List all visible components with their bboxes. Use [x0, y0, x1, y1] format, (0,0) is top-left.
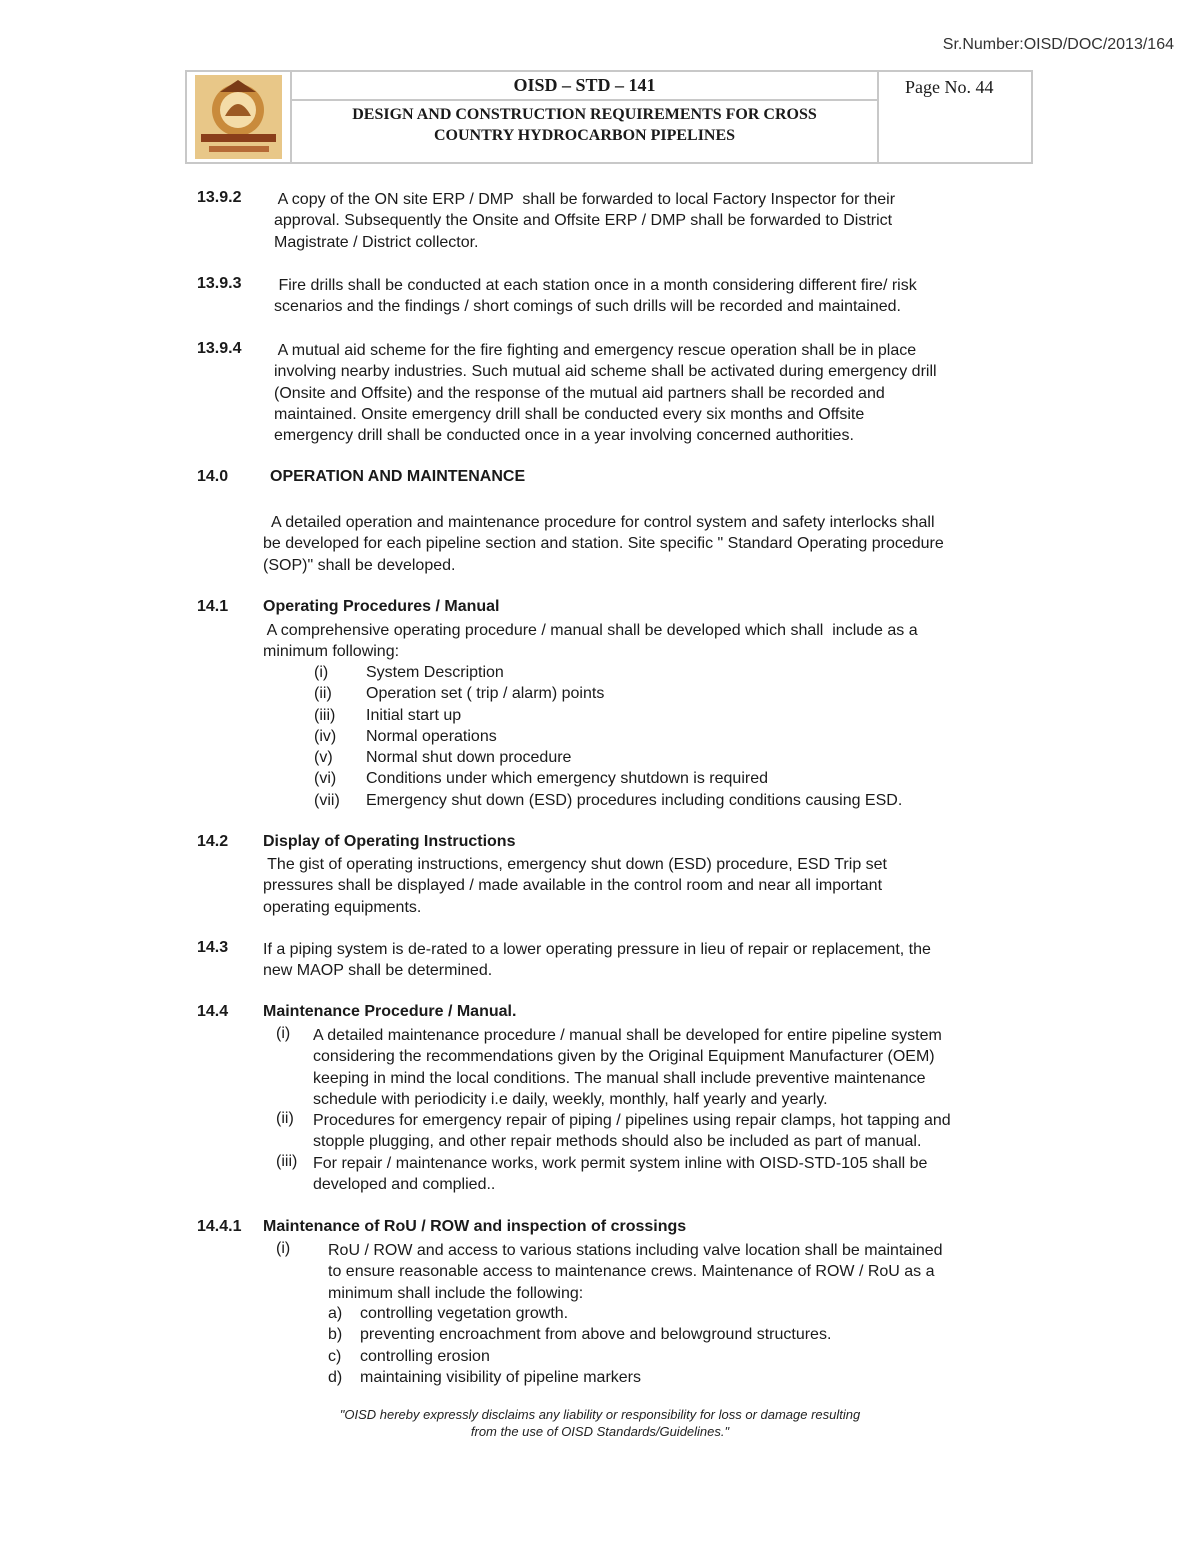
rou-row-sublist [328, 1303, 1054, 1388]
text-line: (SOP)" shall be developed. [263, 556, 456, 574]
text-line: be developed for each pipeline section and station. Site specific " Standard Operating procedure [263, 535, 944, 553]
section-heading: Maintenance Procedure / Manual. [263, 1003, 517, 1020]
list-item: (i) System Description [314, 664, 504, 681]
text-line: approval. Subsequently the Onsite and Offsite ERP / DMP shall be forwarded to District [274, 212, 893, 230]
text-line: For repair / maintenance works, work permit system inline with OISD-STD-105 shall be [313, 1155, 928, 1172]
section-14-2-text [263, 854, 1054, 918]
list-item: (ii) Operation set ( trip / alarm) points [314, 685, 605, 703]
clause-number: 13.9.4 [197, 340, 242, 357]
page-number: Page No. 44 [905, 77, 994, 97]
rou-row-text [328, 1240, 1054, 1304]
section-heading: Maintenance of RoU / ROW and inspection of crossings [263, 1218, 687, 1235]
text-line: keeping in mind the local conditions. The manual shall include preventive maintenance [313, 1069, 926, 1087]
list-item: (v) Normal shut down procedure [314, 749, 572, 767]
maintenance-item-text [313, 1025, 1054, 1110]
text-line: considering the recommendations given by the Original Equipment Manufacturer (OEM) [313, 1048, 935, 1066]
list-item: c) controlling erosion [328, 1347, 490, 1365]
text-line: involving nearby industries. Such mutual aid scheme shall be activated during emergency drill [274, 363, 937, 381]
text-line: Fire drills shall be conducted at each station once in a month considering different fire/ risk [274, 277, 917, 294]
document-header [185, 70, 1033, 164]
section-heading: OPERATION AND MAINTENANCE [270, 468, 526, 485]
text-line: pressures shall be displayed / made available in the control room and near all important [263, 877, 883, 895]
list-item: (iv) Normal operations [314, 727, 497, 745]
list-marker: (ii) [276, 1110, 294, 1127]
section-number: 14.1 [197, 598, 229, 615]
section-number: 14.2 [197, 833, 229, 850]
text-line: A detailed operation and maintenance procedure for control system and safety interlocks shall [263, 514, 935, 531]
section-14-1-text [263, 620, 1054, 663]
section-heading: Display of Operating Instructions [263, 833, 516, 850]
text-line: schedule with periodicity i.e daily, weekly, monthly, half yearly and yearly. [313, 1090, 828, 1108]
list-item: b) preventing encroachment from above and belowground structures. [328, 1326, 832, 1344]
section-number: 14.4 [197, 1003, 229, 1020]
text-line: minimum following: [263, 643, 400, 661]
disclaimer-line-2: from the use of OISD Standards/Guidelines." [470, 1424, 730, 1439]
text-line: A mutual aid scheme for the fire fighting and emergency rescue operation shall be in place [274, 342, 917, 359]
clause-13-9-2-text [274, 189, 1054, 253]
oisd-logo [187, 72, 292, 162]
serial-number: Sr.Number:OISD/DOC/2013/164 [942, 36, 1174, 53]
clause-13-9-3-text [274, 275, 1054, 318]
text-line: minimum shall include the following: [328, 1284, 584, 1302]
section-number: 14.4.1 [197, 1218, 242, 1235]
text-line: If a piping system is de-rated to a lower operating pressure in lieu of repair or replacement, the [263, 941, 931, 958]
text-line: (Onsite and Offsite) and the response of the mutual aid partners shall be recorded and [274, 384, 885, 402]
disclaimer-footer [0, 1406, 1200, 1440]
section-14-3-text [263, 939, 1054, 982]
text-line: A comprehensive operating procedure / manual shall be developed which shall include as a [263, 622, 918, 639]
document-title-line-1: DESIGN AND CONSTRUCTION REQUIREMENTS FOR CROSS [352, 106, 817, 123]
header-title-cell [292, 72, 879, 162]
text-line: new MAOP shall be determined. [263, 962, 493, 980]
list-item: a) controlling vegetation growth. [328, 1305, 569, 1322]
text-line: to ensure reasonable access to maintenance crews. Maintenance of ROW / RoU as a [328, 1263, 935, 1281]
text-line: stopple plugging, and other repair methods should also be included as part of manual. [313, 1133, 922, 1151]
list-item: (vii) Emergency shut down (ESD) procedures including conditions causing ESD. [314, 791, 903, 809]
text-line: developed and complied.. [313, 1176, 496, 1194]
maintenance-item-text [313, 1153, 1054, 1196]
list-marker: (i) [276, 1025, 291, 1042]
text-line: RoU / ROW and access to various stations including valve location shall be maintained [328, 1242, 943, 1259]
list-marker: (i) [276, 1240, 291, 1257]
section-number: 14.3 [197, 939, 229, 956]
clause-number: 13.9.3 [197, 275, 242, 292]
maintenance-item-text [313, 1110, 1054, 1153]
text-line: A copy of the ON site ERP / DMP shall be forwarded to local Factory Inspector for their [274, 191, 896, 208]
list-item: (vi) Conditions under which emergency shutdown is required [314, 770, 768, 788]
text-line: A detailed maintenance procedure / manual shall be developed for entire pipeline system [313, 1027, 942, 1044]
clause-number: 13.9.2 [197, 189, 242, 206]
text-line: Magistrate / District collector. [274, 233, 479, 251]
clause-13-9-4-text [274, 340, 1054, 446]
text-line: The gist of operating instructions, emergency shut down (ESD) procedure, ESD Trip set [263, 856, 887, 873]
section-heading: Operating Procedures / Manual [263, 598, 500, 615]
document-title [292, 101, 877, 146]
list-item: (iii) Initial start up [314, 706, 462, 724]
text-line: emergency drill shall be conducted once in a year involving concerned authorities. [274, 427, 854, 445]
disclaimer-line-1: "OISD hereby expressly disclaims any liability or responsibility for loss or damage resulting [339, 1407, 861, 1422]
text-line: operating equipments. [263, 898, 422, 916]
standard-number: OISD – STD – 141 [292, 72, 877, 101]
document-title-line-2: COUNTRY HYDROCARBON PIPELINES [433, 127, 736, 144]
section-14-0-text [263, 512, 1054, 576]
section-number: 14.0 [197, 468, 229, 485]
text-line: Procedures for emergency repair of piping / pipelines using repair clamps, hot tapping and [313, 1112, 951, 1129]
text-line: maintained. Onsite emergency drill shall be conducted every six months and Offsite [274, 405, 865, 423]
list-item: d) maintaining visibility of pipeline markers [328, 1368, 642, 1386]
oisd-logo-emblem-icon [187, 72, 290, 162]
operating-procedure-list [314, 662, 1054, 811]
text-line: scenarios and the findings / short comings of such drills will be recorded and maintained. [274, 298, 901, 316]
list-marker: (iii) [276, 1153, 298, 1170]
